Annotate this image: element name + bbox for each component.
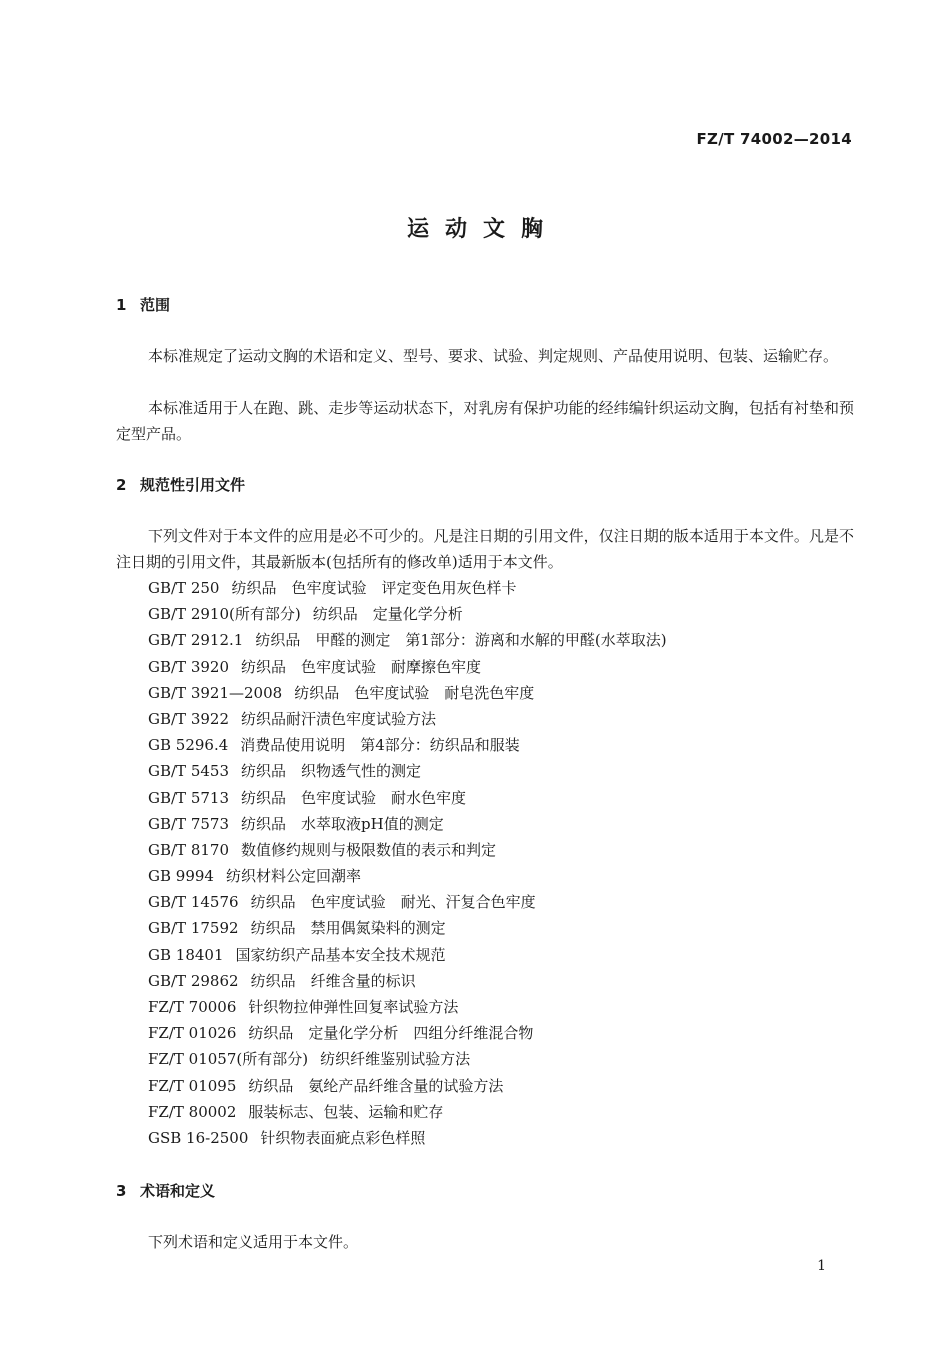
- reference-code: FZ/T 01057(所有部分): [148, 1050, 309, 1069]
- reference-item: [148, 942, 667, 968]
- reference-code: GB/T 3921—2008: [148, 683, 283, 702]
- reference-item: [148, 601, 667, 627]
- reference-item: [148, 706, 667, 732]
- reference-title: 国家纺织产品基本安全技术规范: [235, 945, 446, 964]
- reference-title: 纺织品 定量化学分析: [312, 605, 463, 624]
- reference-item: [148, 1046, 667, 1072]
- reference-item: [148, 627, 667, 653]
- reference-title: 纺织品 织物透气性的测定: [241, 762, 422, 781]
- reference-title: 数值修约规则与极限数值的表示和判定: [241, 840, 497, 859]
- reference-item: [148, 575, 667, 601]
- reference-list: [148, 575, 667, 1151]
- reference-item: [148, 915, 667, 941]
- section-heading-terms-and-definitions: [116, 1180, 215, 1201]
- reference-title: 纺织品耐汗渍色牢度试验方法: [241, 709, 437, 728]
- reference-code: GB/T 250: [148, 579, 220, 597]
- section-number: 3: [116, 1182, 127, 1200]
- reference-title: 消费品使用说明 第4部分：纺织品和服装: [240, 736, 520, 755]
- reference-code: GB/T 14576: [148, 893, 239, 912]
- section-title: 规范性引用文件: [140, 476, 246, 494]
- reference-item: [148, 968, 667, 994]
- section-heading-normative-references: [116, 474, 245, 495]
- reference-title: 纺织品 禁用偶氮染料的测定: [250, 919, 446, 938]
- reference-title: 纺织品 色牢度试验 耐皂洗色牢度: [294, 683, 535, 702]
- reference-code: GB/T 2910(所有部分): [148, 605, 301, 624]
- reference-code: GB/T 3920: [148, 657, 230, 676]
- reference-title: 针织物拉伸弹性回复率试验方法: [248, 998, 459, 1016]
- reference-code: GB 18401: [148, 945, 224, 964]
- reference-code: GB 9994: [148, 867, 214, 886]
- reference-title: 纺织品 氨纶产品纤维含量的试验方法: [248, 1076, 504, 1095]
- reference-title: 纺织品 纤维含量的标识: [250, 971, 416, 990]
- reference-code: FZ/T 80002: [148, 1102, 237, 1121]
- reference-code: GB/T 29862: [148, 971, 239, 990]
- document-title: 运动文胸: [406, 217, 559, 242]
- reference-item: [148, 785, 667, 811]
- reference-title: 纺织品 色牢度试验 耐水色牢度: [241, 788, 467, 807]
- reference-item: [148, 758, 667, 784]
- reference-code: GB/T 8170: [148, 840, 230, 859]
- reference-code: GB/T 3922: [148, 709, 230, 728]
- reference-item: [148, 1020, 667, 1046]
- reference-item: [148, 732, 667, 758]
- standard-code: FZ/T 74002—2014: [696, 130, 852, 148]
- section-number: 2: [116, 476, 127, 494]
- reference-title: 纺织品 水萃取液pH值的测定: [241, 814, 444, 833]
- reference-item: [148, 680, 667, 706]
- reference-item: [148, 654, 667, 680]
- reference-item: [148, 1125, 667, 1151]
- reference-title: 纺织纤维鉴别试验方法: [320, 1050, 471, 1069]
- scope-paragraph-2: 本标准适用于人在跑、跳、走步等运动状态下，对乳房有保护功能的经纬编针织运动文胸，包括有衬垫和预定型产品。: [116, 399, 854, 443]
- reference-item: [148, 1073, 667, 1099]
- reference-title: 纺织品 色牢度试验 评定变色用灰色样卡: [231, 579, 517, 597]
- reference-title: 纺织品 甲醛的测定 第1部分：游离和水解的甲醛(水萃取法): [255, 631, 667, 650]
- reference-code: FZ/T 01095: [148, 1076, 237, 1095]
- reference-title: 纺织品 定量化学分析 四组分纤维混合物: [248, 1024, 534, 1043]
- reference-code: GB/T 17592: [148, 919, 239, 938]
- section-number: 1: [116, 296, 127, 314]
- reference-item: [148, 837, 667, 863]
- scope-paragraph-1: 本标准规定了运动文胸的术语和定义、型号、要求、试验、判定规则、产品使用说明、包装、运输贮存。: [148, 347, 839, 365]
- reference-item: [148, 863, 667, 889]
- reference-code: GB/T 5453: [148, 762, 230, 781]
- section-title: 范围: [140, 296, 171, 314]
- reference-code: GSB 16-2500: [148, 1128, 249, 1147]
- reference-title: 针织物表面疵点彩色样照: [260, 1128, 426, 1147]
- reference-code: FZ/T 01026: [148, 1024, 237, 1043]
- reference-code: GB/T 2912.1: [148, 631, 244, 650]
- reference-title: 纺织品 色牢度试验 耐光、汗复合色牢度: [250, 893, 536, 912]
- reference-title: 纺织材料公定回潮率: [225, 867, 361, 886]
- reference-code: GB 5296.4: [148, 736, 229, 755]
- reference-code: GB/T 5713: [148, 788, 230, 807]
- reference-item: [148, 889, 667, 915]
- reference-item: [148, 811, 667, 837]
- page-number: 1: [817, 1258, 826, 1274]
- reference-item: [148, 1099, 667, 1125]
- reference-code: FZ/T 70006: [148, 998, 237, 1016]
- reference-title: 服装标志、包装、运输和贮存: [248, 1102, 444, 1121]
- section-title: 术语和定义: [140, 1182, 216, 1200]
- section-heading-scope: [116, 294, 170, 315]
- terms-intro-paragraph: 下列术语和定义适用于本文件。: [148, 1233, 359, 1251]
- reference-code: GB/T 7573: [148, 814, 230, 833]
- reference-title: 纺织品 色牢度试验 耐摩擦色牢度: [241, 657, 482, 676]
- references-intro-paragraph: 下列文件对于本文件的应用是必不可少的。凡是注日期的引用文件，仅注日期的版本适用于本文件。凡是不注日期的引用文件，其最新版本(包括所有的修改单)适用于本文件。: [116, 527, 854, 571]
- reference-item: [148, 994, 667, 1020]
